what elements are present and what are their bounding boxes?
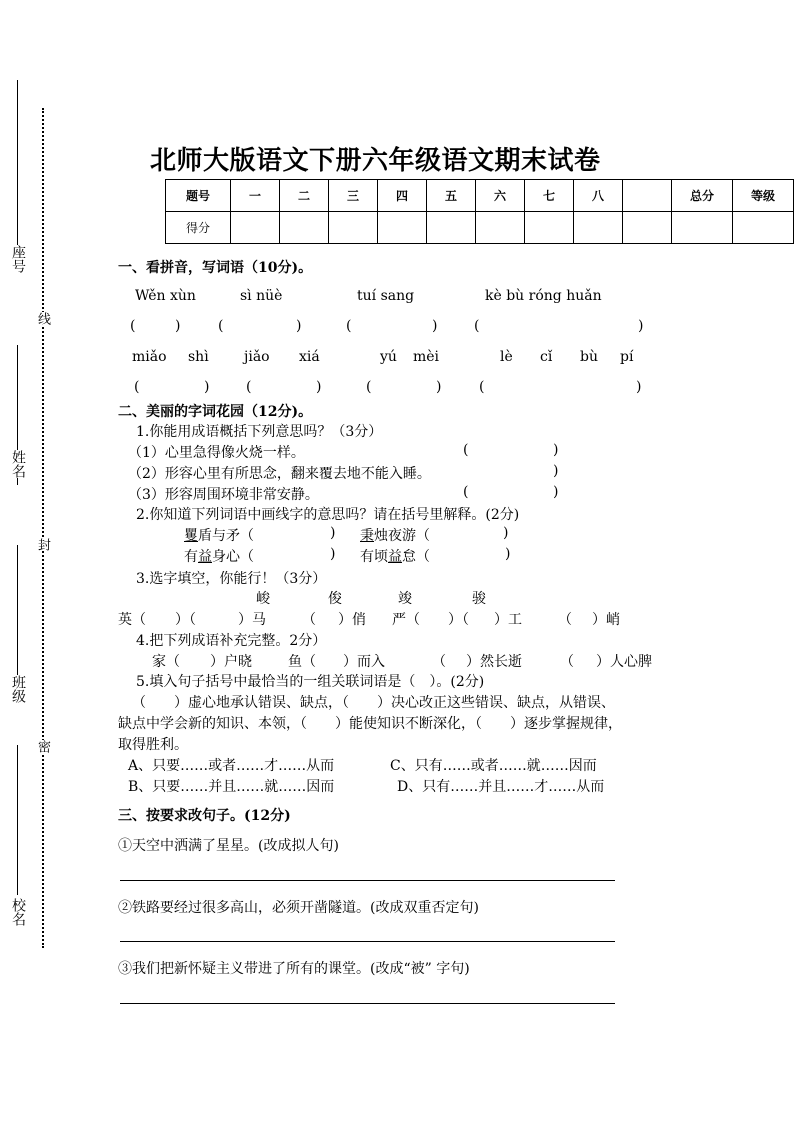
fill-text: （: [558, 612, 572, 628]
header-cell: 七: [525, 180, 574, 212]
pinyin-syllable: bù: [580, 349, 598, 365]
score-cell[interactable]: [525, 212, 574, 244]
answer-paren-right: ): [638, 318, 644, 334]
fill-text: ）（: [175, 612, 196, 628]
pinyin-3: tuí sang: [357, 288, 415, 304]
header-cell: 六: [476, 180, 525, 212]
q2-item-text: 有顷: [360, 549, 388, 565]
answer-paren-right: ): [204, 379, 210, 395]
question-2-5: 5.填入句子括号中最恰当的一组关联词语是（ ）。(2分): [136, 674, 485, 690]
fill-text: ）人心脾: [596, 654, 652, 670]
question-2-4: 4.把下列成语补充完整。2分）: [136, 633, 327, 649]
pinyin-2: sì nüè: [240, 288, 283, 304]
section1-heading: 一、看拼音，写词语（10分)。: [118, 260, 313, 276]
pinyin-syllable: jiǎo: [244, 349, 270, 365]
choice-char: 骏: [472, 591, 486, 607]
q2-item-text: 烛夜游（: [374, 528, 430, 544]
page-title: 北师大版语文下册六年级语文期末试卷: [150, 146, 601, 176]
answer-paren-right: ): [316, 379, 322, 395]
fill-text: 家（: [152, 654, 180, 670]
choice-char: 俊: [328, 591, 342, 607]
score-cell[interactable]: [476, 212, 525, 244]
fill-text: ）（: [448, 612, 469, 628]
score-cell[interactable]: [574, 212, 623, 244]
pinyin-syllable: lè: [500, 349, 513, 365]
fill-text: ）马: [238, 612, 266, 628]
question-2-2: 2.你知道下列词语中画线字的意思吗？请在括号里解释。(2分): [136, 507, 520, 523]
fill-text: （: [432, 654, 446, 670]
question-2-1: 1.你能用成语概括下列意思吗？（3分）: [136, 424, 383, 440]
question-2-3: 3.选字填空，你能行！（3分）: [136, 571, 327, 587]
seal-mi: 密: [35, 740, 50, 753]
binding-dotted-line: [42, 108, 44, 948]
header-cell: 总分: [672, 180, 733, 212]
pinyin-syllable: mèi: [413, 349, 440, 365]
name-label: 姓名: [10, 450, 26, 478]
header-cell: 五: [427, 180, 476, 212]
pinyin-syllable: shì: [188, 349, 209, 365]
school-line: [17, 745, 18, 895]
rewrite-item-2: ②铁路要经过很多高山，必须开凿隧道。(改成双重否定句): [118, 900, 479, 916]
header-cell: 八: [574, 180, 623, 212]
pinyin-syllable: pí: [620, 349, 634, 365]
fill-text: ）然长逝: [466, 654, 522, 670]
fill-text: ）工: [494, 612, 522, 628]
underlined-char: 益: [388, 549, 402, 565]
q1-item-2: （2）形容心里有所思念，翻来覆去地不能入睡。: [128, 466, 431, 482]
header-cell: 一: [231, 180, 280, 212]
answer-paren-left: (: [474, 318, 480, 334]
answer-line[interactable]: [120, 1003, 615, 1004]
q2-item-text: 盾与矛（: [198, 528, 254, 544]
rewrite-item-1: ①天空中洒满了星星。(改成拟人句): [118, 838, 339, 854]
fill-text: 鱼（: [288, 654, 316, 670]
school-label: 校名: [10, 898, 26, 926]
score-cell[interactable]: [231, 212, 280, 244]
q1-item-1: （1）心里急得像火烧一样。: [128, 445, 305, 461]
q2-item-text: 有: [184, 549, 198, 565]
answer-paren-right: ): [553, 463, 559, 479]
answer-paren-left: (: [246, 379, 252, 395]
fill-text: （: [302, 612, 316, 628]
answer-paren-right: ): [436, 379, 442, 395]
pinyin-syllable: miǎo: [132, 349, 167, 365]
q2-item-2: [360, 525, 430, 545]
fill-text: 严（: [392, 612, 420, 628]
answer-line[interactable]: [120, 941, 615, 942]
option-a: A、只要……或者……才……从而: [128, 758, 335, 774]
q2-item-text: 身心（: [212, 549, 254, 565]
answer-paren-right: ): [553, 442, 559, 458]
answer-paren-left: (: [463, 442, 469, 458]
header-cell: 等级: [733, 180, 794, 212]
score-cell[interactable]: [329, 212, 378, 244]
pinyin-syllable: xiá: [299, 349, 320, 365]
header-cell: 三: [329, 180, 378, 212]
seal-xian: 线: [35, 312, 50, 325]
score-row: [166, 212, 794, 244]
seat-line: [17, 80, 18, 270]
seal-feng: 封: [35, 538, 50, 551]
header-cell: [623, 180, 672, 212]
answer-line[interactable]: [120, 880, 615, 881]
answer-paren-left: (: [134, 379, 140, 395]
score-table: [165, 179, 794, 244]
paren-close: ): [330, 525, 336, 541]
answer-paren-right: ): [175, 318, 181, 334]
underlined-char: 益: [198, 549, 212, 565]
answer-paren-left: (: [366, 379, 372, 395]
header-cell: 四: [378, 180, 427, 212]
answer-paren-left: (: [346, 318, 352, 334]
paren-close: ): [330, 546, 336, 562]
q2-item-1: [184, 525, 254, 545]
section2-heading: 二、美丽的字词花园（12分)。: [118, 404, 313, 420]
score-cell[interactable]: [280, 212, 329, 244]
choice-char: 竣: [398, 591, 412, 607]
option-c: C、只有……或者……就……因而: [390, 758, 597, 774]
pinyin-1: Wěn xùn: [135, 288, 196, 304]
rewrite-item-3: ③我们把新怀疑主义带进了所有的课堂。(改成“被” 字句): [118, 961, 470, 977]
answer-paren-right: ): [296, 318, 302, 334]
fill-text: ）而入: [343, 654, 385, 670]
fill-text: ）户晓: [210, 654, 252, 670]
answer-paren-left: (: [218, 318, 224, 334]
fill-text: ）峭: [592, 612, 620, 628]
paren-close: ): [503, 525, 509, 541]
score-cell[interactable]: [733, 212, 794, 244]
seat-label: 座号: [10, 245, 26, 273]
pinyin-syllable: yú: [380, 349, 397, 365]
answer-paren-right: ): [432, 318, 438, 334]
score-cell[interactable]: [623, 212, 672, 244]
score-header-row: [166, 180, 794, 212]
header-cell: 二: [280, 180, 329, 212]
option-d: D、只有……并且……才……从而: [397, 779, 605, 795]
class-line: [17, 545, 18, 695]
underlined-char: 秉: [360, 528, 374, 544]
q1-item-3: （3）形容周围环境非常安静。: [128, 487, 319, 503]
score-cell[interactable]: [672, 212, 733, 244]
answer-paren-left: (: [479, 379, 485, 395]
answer-paren-right: ): [553, 484, 559, 500]
answer-paren-left: (: [130, 318, 136, 334]
q5-text: 缺点中学会新的知识、本领，（ ）能使知识不断深化，（ ）逐步掌握规律，: [118, 716, 622, 732]
q2-item-text: 怠（: [402, 549, 430, 565]
header-cell: 题号: [166, 180, 231, 212]
answer-paren-left: (: [463, 484, 469, 500]
fill-text: 英（: [118, 612, 146, 628]
paren-close: ): [505, 546, 511, 562]
fill-text: ）俏: [338, 612, 366, 628]
choice-char: 峻: [256, 591, 270, 607]
q2-item-4: [360, 546, 430, 566]
underlined-char: 矍: [184, 528, 198, 544]
option-b: B、只要……并且……就……因而: [128, 779, 335, 795]
section3-heading: 三、按要求改句子。(12分): [118, 808, 291, 824]
score-cell[interactable]: [427, 212, 476, 244]
answer-paren-right: ): [636, 379, 642, 395]
q5-text: 取得胜利。: [118, 737, 188, 753]
fill-text: （: [560, 654, 574, 670]
q2-item-3: [184, 546, 254, 566]
pinyin-syllable: cǐ: [540, 349, 553, 365]
pinyin-4: kè bù róng huǎn: [485, 288, 602, 304]
class-label: 班级: [10, 675, 26, 703]
score-cell[interactable]: [378, 212, 427, 244]
q5-text: （ ）虚心地承认错误、缺点，（ ）决心改正这些错误、缺点，从错误、: [132, 695, 615, 711]
score-row-label: 得分: [166, 212, 231, 244]
